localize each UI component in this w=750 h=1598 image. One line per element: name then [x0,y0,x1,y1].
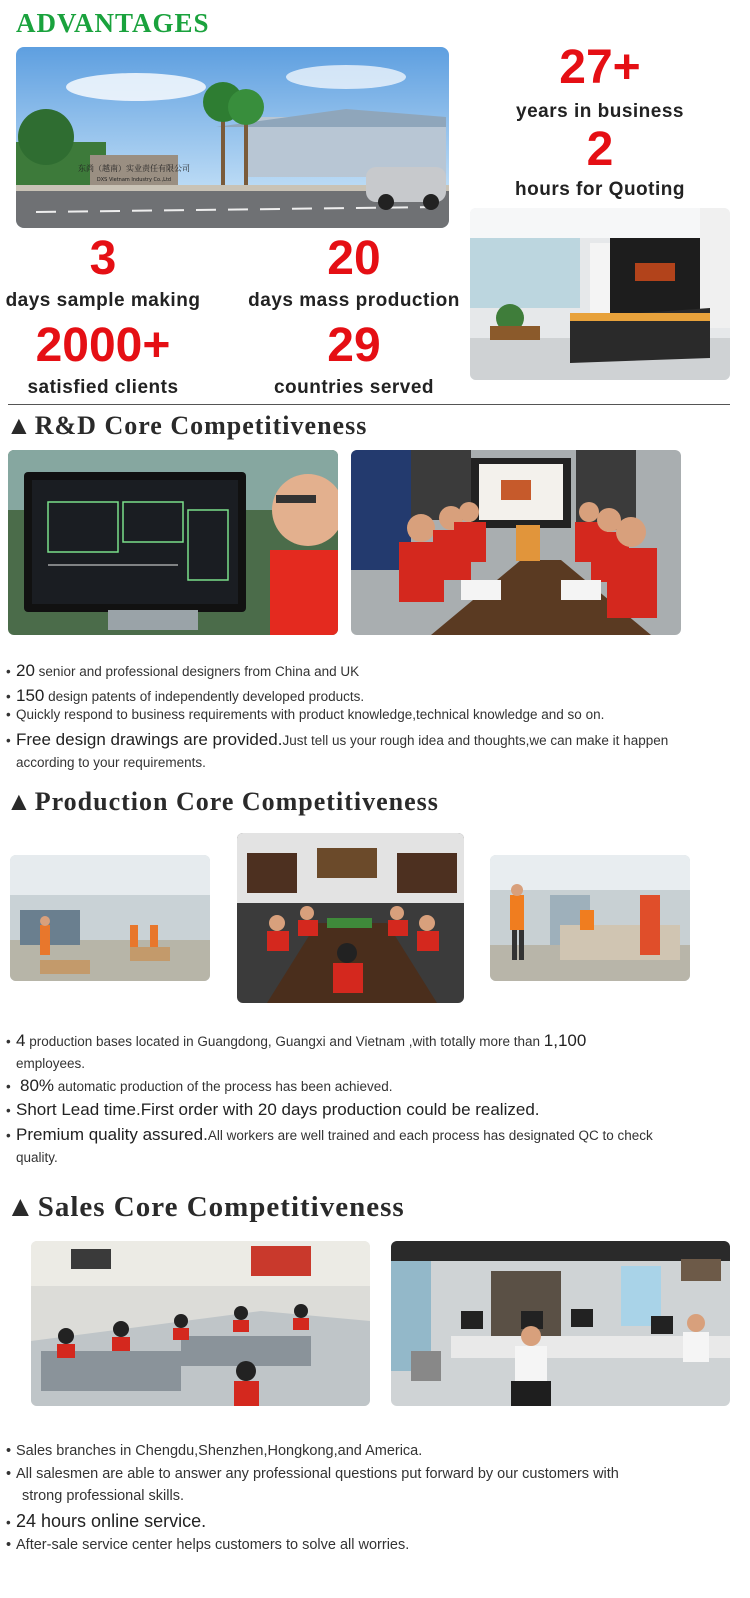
factory-sign-en-text: DXS Vietnam Industry Co.,Ltd [96,177,172,183]
factory-photo [16,47,449,228]
bullet-icon: • [6,1537,12,1553]
stat-mass-value: 20 [327,232,381,285]
sales-bullet-2: • All salesmen are able to answer any professional questions put forward by our customers with strong professional skills. [6,1463,744,1508]
rd-bullet-3: • Quickly respond to business requirements with product knowledge,technical knowledge and so on. [6,705,744,726]
production-bullet-4: • Premium quality assured.All workers are well trained and each process has designated QC to check quality. [6,1125,653,1166]
production-workshop-photo-1 [10,855,210,981]
stat-sample-label: days sample making [5,290,201,311]
bullet-icon: • [6,1128,11,1143]
stat-clients-label: satisfied clients [27,377,179,398]
stat-years-label: years in business [516,101,684,122]
rd-designer-photo [8,450,338,635]
rd-bullet-2: • 150 design patents of independently developed products. [6,683,744,709]
production-section-title [6,787,439,817]
triangle-icon: ▲ [6,787,33,816]
sales-title-text: Sales Core Competitiveness [37,1191,405,1223]
production-bullet-3: • Short Lead time.First order with 20 days production could be realized. [6,1097,744,1123]
bullet-icon: • [6,1515,11,1530]
bullet-icon: • [6,1443,12,1459]
rd-bullet-4: • Free design drawings are provided.Just tell us your rough idea and thoughts,we can make it happen according to your requirements. [6,730,669,771]
production-title-text: Production Core Competitiveness [34,787,439,816]
stat-mass-label: days mass production [248,290,460,311]
rd-section-title [6,411,367,441]
stat-clients-value: 2000+ [35,319,171,372]
section-divider [8,404,730,405]
rd-title-text: R&D Core Competitiveness [34,411,368,440]
sales-bullet-4: • After-sale service center helps customers to solve all worries. [6,1534,744,1556]
bullet-icon: • [6,1103,11,1118]
production-bullet-1: • 4 production bases located in Guangdong, Guangxi and Vietnam ,with totally more than 1,100 employees. [6,1031,587,1072]
bullet-icon: • [6,1034,11,1049]
bullet-icon: • [6,1079,11,1094]
stat-sample-value: 3 [89,232,117,285]
bullet-icon: • [6,707,11,722]
sales-bullet-3: • 24 hours online service. [6,1508,744,1536]
stat-years-value: 27+ [559,41,641,94]
bullet-icon: • [6,689,11,704]
advantages-title: ADVANTAGES [16,8,210,38]
production-meeting-photo [237,833,464,1003]
rd-bullet-1: • 20 senior and professional designers from China and UK [6,658,744,684]
production-workshop-photo-2 [490,855,690,981]
bullet-icon: • [6,733,11,748]
stat-countries-value: 29 [327,319,381,372]
sales-office-photo-2 [391,1241,730,1406]
factory-sign-text: 东尚（越南）实业责任有限公司 [78,164,190,173]
stat-quoting-label: hours for Quoting [515,179,685,200]
triangle-icon: ▲ [6,411,33,440]
office-lobby-photo [470,208,730,380]
sales-section-title [6,1191,405,1224]
production-bullet-2: • 80% automatic production of the process has been achieved. [6,1073,744,1099]
sales-bullet-1: • Sales branches in Chengdu,Shenzhen,Hongkong,and America. [6,1440,744,1462]
bullet-icon: • [6,1466,12,1482]
stat-countries-label: countries served [273,377,435,398]
rd-meeting-photo [351,450,681,635]
triangle-icon: ▲ [6,1191,36,1223]
stat-quoting-value: 2 [586,123,614,176]
bullet-icon: • [6,664,11,679]
sales-office-photo-1 [31,1241,370,1406]
